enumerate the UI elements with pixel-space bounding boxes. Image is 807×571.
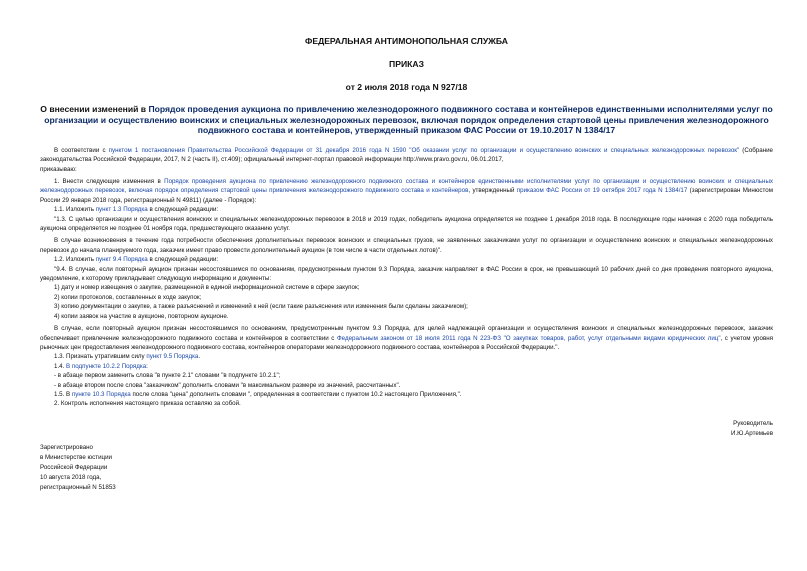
paragraph-clause-9-4: "9.4. В случае, если повторный аукцион признан несостоявшимся по основаниям, предусмотренным пунктом 9.3 Порядка, заказчик направляет в ФАС России в срок, не превышающий 10 рабочих дней со дня проведения повторного аукциона, уведомление, к которому прикладывает следующую информацию и документы: [40, 265, 773, 283]
registration-line: регистрационный N 51853 [40, 483, 116, 491]
link-clause-1-3[interactable]: пункт 1.3 Порядка [95, 206, 148, 214]
list-item: 4) копии заявок на участие в аукционе, повторном аукционе. [54, 312, 229, 320]
link-government-decree[interactable]: пунктом 1 постановления Правительства Российской Федерации от 31 декабря 2016 года N 1590 "Об оказании услуг по организации и осуществлению воинских и специальных железнодорожных перевозок" [108, 146, 740, 154]
document-date-number: от 2 июля 2018 года N 927/18 [345, 82, 468, 92]
link-subclause-10-2-2[interactable]: В подпункте 10.2.2 Порядка [66, 362, 147, 370]
registration-line: 10 августа 2018 года, [40, 473, 102, 481]
text: 1.4. [54, 362, 67, 370]
text: (Собрание законодательства Российской Федерации, 2017, N 2 (часть II), ст.409); официальный интернет-портал правовой информации http://www.pravo.gov.ru, 06.01.2017, [40, 146, 774, 164]
paragraph-change-second: - в абзаце втором после слова "заказчиком" дополнить словами "в максимальном размере из значений, рассчитанных". [54, 381, 401, 389]
paragraph-change-first: - в абзаце первом заменить слова "в пункте 2.1" словами "в подпункте 10.2.1"; [54, 372, 281, 380]
list-item: 1) дату и номер извещения о закупке, размещенной в единой информационной системе в сфере закупок; [54, 284, 360, 292]
text: 1.1. Изложить [54, 206, 96, 214]
paragraph-item-1 [40, 177, 773, 205]
text: в следующей редакции: [147, 256, 219, 264]
title-prefix: О внесении изменений в [40, 104, 149, 114]
link-fas-order[interactable]: приказом ФАС России от 19 октября 2017 года N 1384/17 [516, 187, 688, 195]
paragraph-item-2: 2. Контроль исполнения настоящего приказа оставляю за собой. [54, 400, 241, 408]
signature-block [40, 419, 773, 439]
text: 1.3. Признать утратившим силу [54, 353, 147, 361]
paragraph-item-1-1 [40, 205, 773, 214]
link-clause-10-3[interactable]: пункте 10.3 Порядка [71, 390, 131, 398]
paragraph-clause-1-3: "1.3. С целью организации и осуществления воинских и специальных железнодорожных перевозок в 2018 и 2019 годах, победитель аукциона определяется не позднее 1 декабря 2018 года. В последующие годы начиная с 2020 года победитель аукциона определяется не позднее 01 ноября года, предшествующего оказанию услуг. [40, 215, 773, 233]
text: : [146, 362, 148, 370]
text: . [198, 353, 201, 361]
list-item: 3) копию документации о закупке, а также разъяснений и изменений к ней (если такие разъяснения или изменения были сделаны заказчиком); [54, 303, 468, 311]
text: в следующей редакции: [147, 206, 219, 214]
text: , с учетом уровня рыночных цен предоставления железнодорожного подвижного состава, контейнеров операторами железнодорожного подвижного состава, контейнеров в Российской Федерации.". [40, 334, 773, 351]
text: после слова "цена" дополнить словами ", определенная в соответствии с пунктом 10.2 настоящего Приложения,". [130, 390, 462, 398]
link-clause-9-4[interactable]: пункт 9.4 Порядка [95, 256, 148, 264]
paragraph-failed-auction [40, 324, 773, 352]
list-item: 2) копии протоколов, составленных в ходе закупок; [54, 293, 202, 301]
link-procedure[interactable]: Порядок проведения аукциона по привлечению железнодорожного подвижного состава и контейнеров единственными исполнителями услуг по организации и осуществлению воинских и специальных железнодорожных перевозок, включая порядок определения стартовой цены привлечения железнодорожного подвижного состава и контейнеров [40, 178, 773, 195]
link-clause-9-5[interactable]: пункт 9.5 Порядка [146, 353, 199, 361]
text: В случае, если повторный аукцион признан несостоявшимся по основаниям, предусмотренным пунктом 9.3 Порядка, для целей надлежащей организации и осуществления воинских и специальных железнодорожных перевозок, заказчик обеспечивает привлечение железнодорожного подвижного состава и контейнеров в соответствии с [40, 325, 773, 342]
registration-block [40, 443, 773, 493]
paragraph-order-word: приказываю: [40, 165, 77, 173]
text: , утвержденный [468, 187, 517, 195]
registration-line: в Министерстве юстиции [40, 453, 113, 461]
text: 1.5. В [54, 390, 72, 398]
agency-name: ФЕДЕРАЛЬНАЯ АНТИМОНОПОЛЬНАЯ СЛУЖБА [305, 36, 508, 46]
registration-line: Зарегистрировано [40, 443, 93, 451]
text: 1. Внести следующие изменения в [54, 178, 165, 185]
signature-name: И.Ю.Артемьев [731, 429, 773, 437]
paragraph-item-1-4 [40, 362, 773, 371]
paragraph-basis [40, 146, 773, 165]
title-link[interactable]: Порядок проведения аукциона по привлечению железнодорожного подвижного состава и контейнеров единственными исполнителями услуг по организации и осуществлению воинских и специальных железнодорожных перевозок, включая порядок определения стартовой цены привлечения железнодорожного подвижного состава и контейнеров, утвержденный приказом ФАС России от 19.10.2017 N 1384/17 [44, 104, 773, 136]
paragraph-item-1-3 [40, 352, 773, 361]
registration-line: Российской Федерации [40, 463, 108, 471]
text: (зарегистрирован Минюстом России 29 января 2018 года, регистрационный N 49811) (далее - Порядок): [40, 187, 773, 204]
document-title [40, 104, 773, 136]
paragraph-item-1-2 [40, 255, 773, 264]
paragraph-item-1-5 [40, 390, 773, 399]
signature-role: Руководитель [733, 419, 773, 427]
paragraph-additional-auction: В случае возникновения в течение года потребности обеспечения дополнительных перевозок воинских и специальных грузов, не заявленных заказчиками услуг по организации и осуществлению воинских и специальных железнодорожных перевозок до начала планируемого года, заказчик имеет право провести дополнительный аукцион (в том числе в части отдельных лотов)". [40, 237, 773, 254]
text: 1.2. Изложить [54, 256, 96, 264]
link-federal-law-223[interactable]: Федеральным законом от 18 июля 2011 года N 223-ФЗ "О закупках товаров, работ, услуг отдельными видами юридических лиц" [336, 334, 721, 342]
text: В соответствии с [54, 146, 109, 154]
document-page [40, 36, 773, 493]
document-type: ПРИКАЗ [389, 59, 424, 69]
